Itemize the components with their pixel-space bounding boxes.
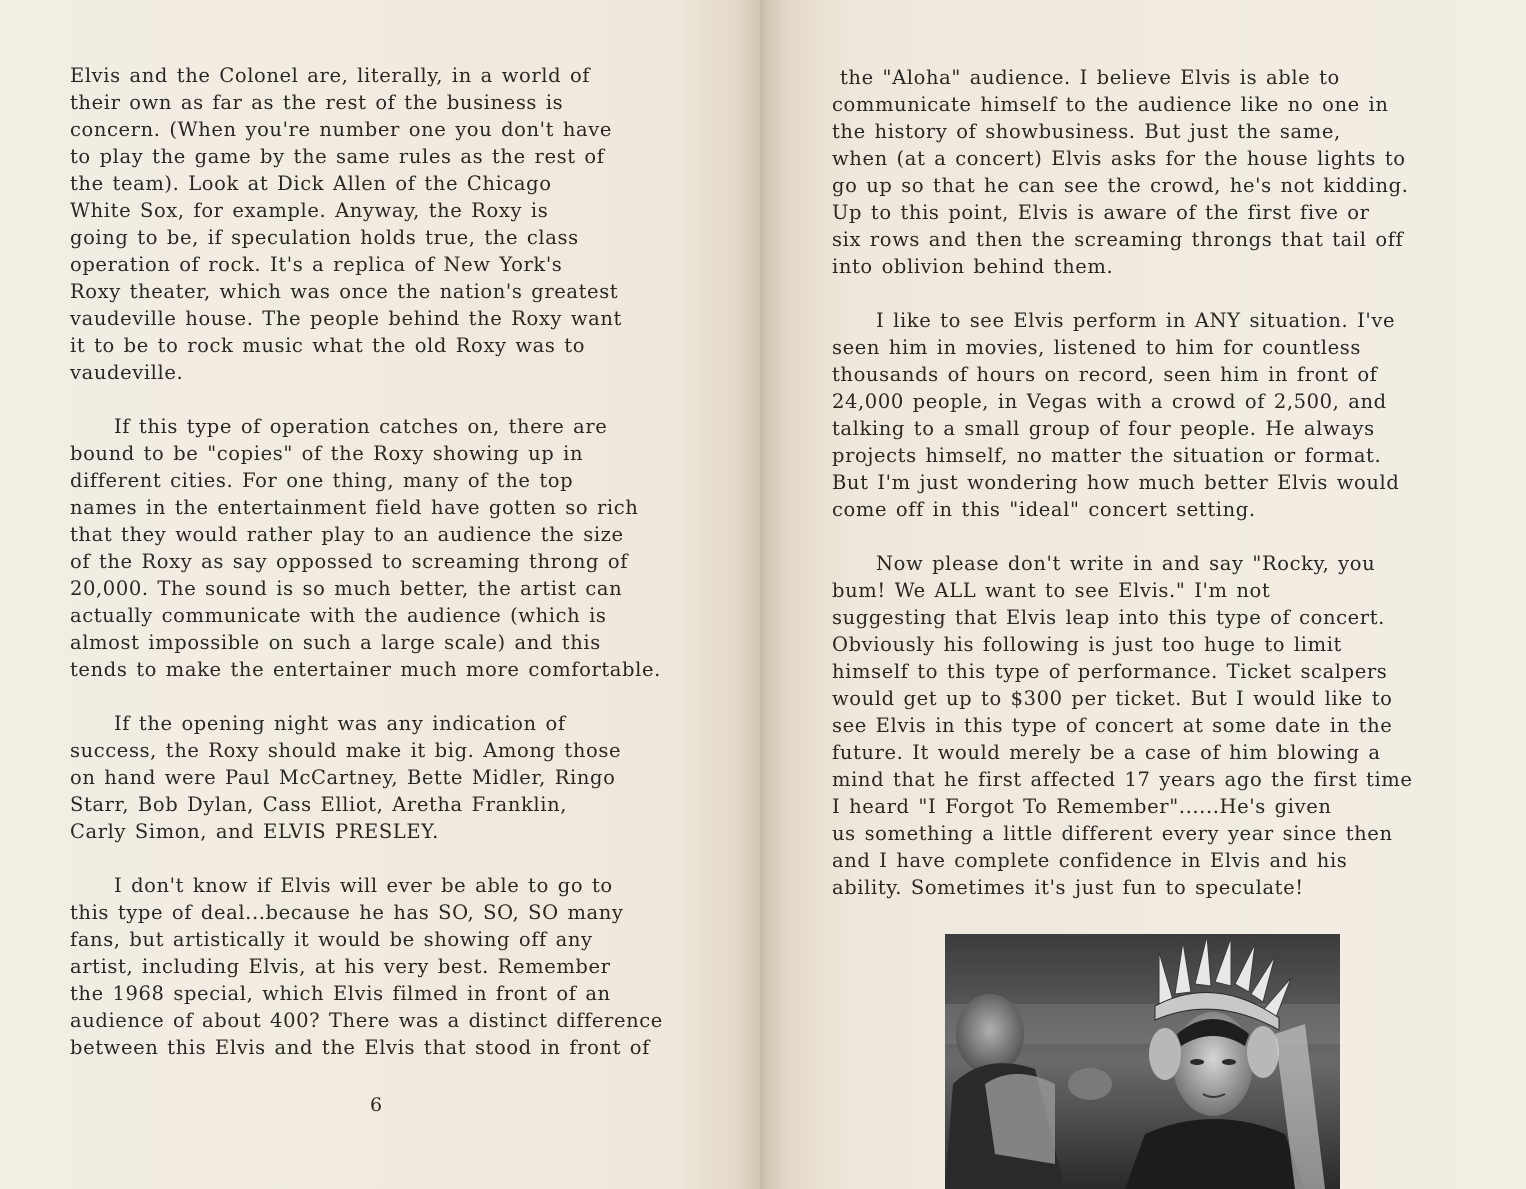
text-line: 24,000 people, in Vegas with a crowd of 2,500, and xyxy=(832,390,1387,413)
text-line: I like to see Elvis perform in ANY situation. I've xyxy=(876,309,1396,332)
text-line: ability. Sometimes it's just fun to speculate! xyxy=(832,876,1304,899)
text-line: tends to make the entertainer much more comfortable. xyxy=(70,658,661,681)
text-line: when (at a concert) Elvis asks for the house lights to xyxy=(832,147,1406,170)
text-line: suggesting that Elvis leap into this type of concert. xyxy=(832,606,1385,629)
text-line: into oblivion behind them. xyxy=(832,255,1114,278)
text-line: audience of about 400? There was a distinct difference xyxy=(70,1009,663,1032)
text-line: mind that he first affected 17 years ago the first time xyxy=(832,768,1413,791)
text-line: vaudeville. xyxy=(70,361,184,384)
text-line: himself to this type of performance. Ticket scalpers xyxy=(832,660,1388,683)
paragraph xyxy=(70,62,663,386)
text-line: Obviously his following is just too huge to limit xyxy=(832,633,1342,656)
text-line: go up so that he can see the crowd, he's not kidding. xyxy=(832,174,1409,197)
text-line: it to be to rock music what the old Roxy was to xyxy=(70,334,586,357)
text-line: bound to be "copies" of the Roxy showing up in xyxy=(70,442,584,465)
text-line: But I'm just wondering how much better Elvis would xyxy=(832,471,1400,494)
text-line: their own as far as the rest of the business is xyxy=(70,91,564,114)
text-line: Carly Simon, and ELVIS PRESLEY. xyxy=(70,820,439,843)
text-line: concern. (When you're number one you don't have xyxy=(70,118,613,141)
text-line: the history of showbusiness. But just the same, xyxy=(832,120,1341,143)
text-line: vaudeville house. The people behind the Roxy want xyxy=(70,307,622,330)
text-line: fans, but artistically it would be showing off any xyxy=(70,928,593,951)
text-line: actually communicate with the audience (which is xyxy=(70,604,607,627)
text-line: see Elvis in this type of concert at some date in the xyxy=(832,714,1393,737)
text-line: artist, including Elvis, at his very best. Remember xyxy=(70,955,611,978)
paragraph xyxy=(70,413,663,683)
text-line: on hand were Paul McCartney, Bette Midler, Ringo xyxy=(70,766,616,789)
text-line: If this type of operation catches on, there are xyxy=(114,415,608,438)
text-line: of the Roxy as say oppossed to screaming throng of xyxy=(70,550,629,573)
text-line: the team). Look at Dick Allen of the Chicago xyxy=(70,172,552,195)
text-line: between this Elvis and the Elvis that stood in front of xyxy=(70,1036,650,1059)
text-line: that they would rather play to an audience the size xyxy=(70,523,624,546)
text-line: us something a little different every year since then xyxy=(832,822,1393,845)
text-line: to play the game by the same rules as the rest of xyxy=(70,145,605,168)
text-line: the "Aloha" audience. I believe Elvis is able to xyxy=(840,66,1340,89)
text-line: almost impossible on such a large scale) and this xyxy=(70,631,601,654)
text-line: future. It would merely be a case of him blowing a xyxy=(832,741,1381,764)
photo-elvis-headdress xyxy=(945,934,1340,1189)
right-page xyxy=(764,0,1526,1189)
text-line: communicate himself to the audience like no one in xyxy=(832,93,1389,116)
text-line: six rows and then the screaming throngs that tail off xyxy=(832,228,1404,251)
text-line: and I have complete confidence in Elvis and his xyxy=(832,849,1348,872)
text-line: I heard "I Forgot To Remember"......He's given xyxy=(832,795,1332,818)
text-line: Elvis and the Colonel are, literally, in a world of xyxy=(70,64,591,87)
text-line: bum! We ALL want to see Elvis." I'm not xyxy=(832,579,1271,602)
text-line: White Sox, for example. Anyway, the Roxy is xyxy=(70,199,549,222)
text-line: If the opening night was any indication of xyxy=(114,712,566,735)
right-page-text xyxy=(832,64,1413,901)
left-page xyxy=(0,0,762,1189)
paragraph xyxy=(832,550,1413,901)
paragraph xyxy=(832,307,1413,523)
paragraph xyxy=(70,710,663,845)
text-line: this type of deal...because he has SO, SO, SO many xyxy=(70,901,624,924)
text-line: names in the entertainment field have gotten so rich xyxy=(70,496,639,519)
paragraph xyxy=(832,64,1413,280)
text-line: operation of rock. It's a replica of New York's xyxy=(70,253,563,276)
text-line: thousands of hours on record, seen him in front of xyxy=(832,363,1378,386)
left-page-text xyxy=(70,62,663,1061)
page-number: 6 xyxy=(370,1094,383,1116)
text-line: Roxy theater, which was once the nation's greatest xyxy=(70,280,619,303)
text-line: Now please don't write in and say "Rocky, you xyxy=(876,552,1376,575)
text-line: 20,000. The sound is so much better, the artist can xyxy=(70,577,623,600)
text-line: projects himself, no matter the situation or format. xyxy=(832,444,1382,467)
text-line: going to be, if speculation holds true, the class xyxy=(70,226,579,249)
text-line: different cities. For one thing, many of the top xyxy=(70,469,574,492)
text-line: Starr, Bob Dylan, Cass Elliot, Aretha Franklin, xyxy=(70,793,568,816)
text-line: the 1968 special, which Elvis filmed in front of an xyxy=(70,982,611,1005)
text-line: seen him in movies, listened to him for countless xyxy=(832,336,1361,359)
text-line: would get up to $300 per ticket. But I would like to xyxy=(832,687,1393,710)
paragraph xyxy=(70,872,663,1061)
text-line: Up to this point, Elvis is aware of the first five or xyxy=(832,201,1370,224)
text-line: success, the Roxy should make it big. Among those xyxy=(70,739,622,762)
text-line: come off in this "ideal" concert setting. xyxy=(832,498,1256,521)
text-line: I don't know if Elvis will ever be able to go to xyxy=(114,874,613,897)
text-line: talking to a small group of four people. He always xyxy=(832,417,1375,440)
